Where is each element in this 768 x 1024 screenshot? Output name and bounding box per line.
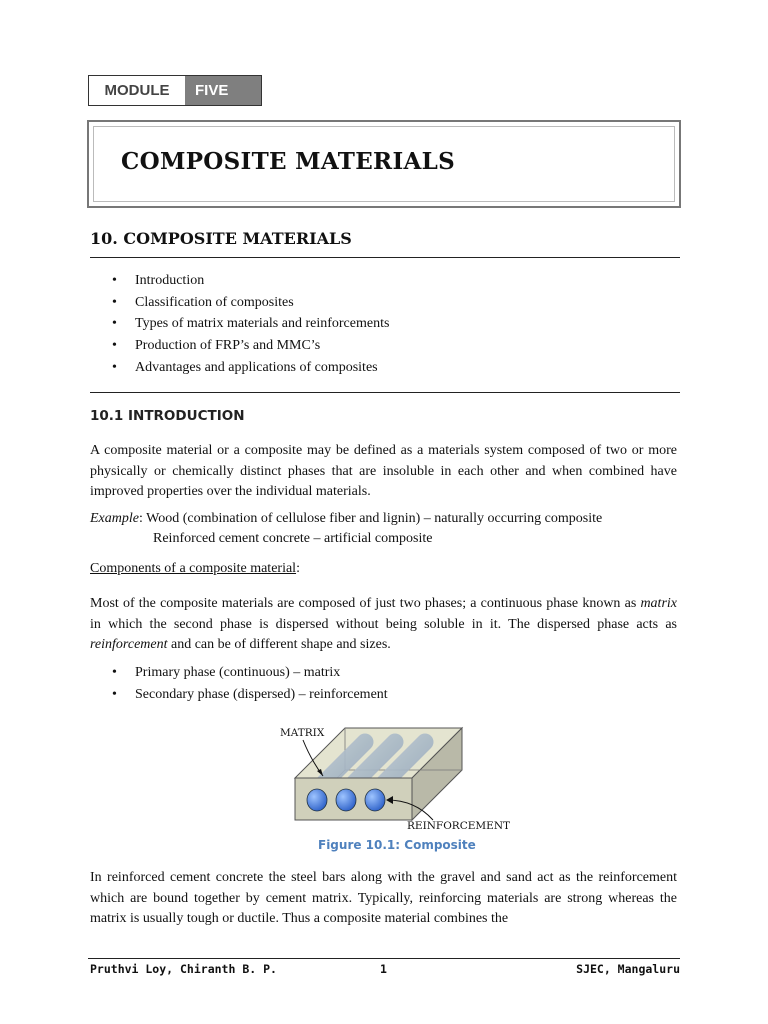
example-line-2: Reinforced cement concrete – artificial composite [153,531,433,546]
rod-end [307,789,327,811]
module-label: MODULE [104,82,170,99]
page-title: COMPOSITE MATERIALS [121,148,456,175]
components-heading: Components of a composite material [90,561,297,576]
components-colon: : [296,561,300,576]
reinforcement-label: REINFORCEMENT [407,820,510,832]
example-line-1 [90,511,602,527]
example-label: Example [90,511,139,526]
rod-end [365,789,385,811]
toc-list [90,270,389,378]
page-number: 1 [380,962,387,976]
phase-list [90,662,388,705]
footer-divider [88,958,680,959]
phase-item: • Secondary phase (dispersed) – reinforcement [90,684,388,706]
toc-item: • Production of FRP’s and MMC’s [90,335,389,357]
module-badge [88,75,262,106]
toc-item: • Classification of composites [90,292,389,314]
rod-end [336,789,356,811]
matrix-label: MATRIX [280,727,325,739]
composite-figure [265,718,510,836]
footer-authors: Pruthvi Loy, Chiranth B. P. [90,962,277,976]
section-heading: 10.1 INTRODUCTION [90,408,245,424]
closing-paragraph: In reinforced cement concrete the steel bars along with the gravel and sand act as the reinforcement which are bound together by cement matrix. Typically, reinforcing materials are strong whereas the matrix is usually tough or ductile. Thus a composite material combines the [90,870,677,927]
figure-caption: Figure 10.1: Composite [318,838,476,852]
intro-paragraph: A composite material or a composite may be defined as a materials system composed of two or more physically or chemically distinct phases that are insoluble in each other and when combined have improved properties over the individual materials. [90,443,677,500]
module-number: FIVE [185,76,261,105]
divider-bottom [90,392,680,393]
components-heading-line [90,561,300,577]
toc-item: • Advantages and applications of composites [90,357,389,379]
footer-institution: SJEC, Mangaluru [576,962,680,976]
toc-item: • Introduction [90,270,389,292]
divider-top [90,257,680,258]
chapter-heading: 10. COMPOSITE MATERIALS [90,229,352,248]
example-text-1: : Wood (combination of cellulose fiber and lignin) – naturally occurring composite [138,511,603,526]
components-paragraph [90,594,677,656]
components-text-1: Most of the composite materials are composed of just two phases; a continuous phase known as [90,596,641,611]
matrix-term: matrix [640,596,677,611]
components-text-2: in which the second phase is dispersed without being soluble in it. The dispersed phase acts as [90,616,677,632]
matrix-block [295,728,462,820]
components-text-3: and can be of different shape and sizes. [167,637,391,653]
toc-item: • Types of matrix materials and reinforcements [90,313,389,335]
phase-item: • Primary phase (continuous) – matrix [90,662,388,684]
reinforcement-term: reinforcement [90,637,168,653]
title-box [87,120,681,208]
